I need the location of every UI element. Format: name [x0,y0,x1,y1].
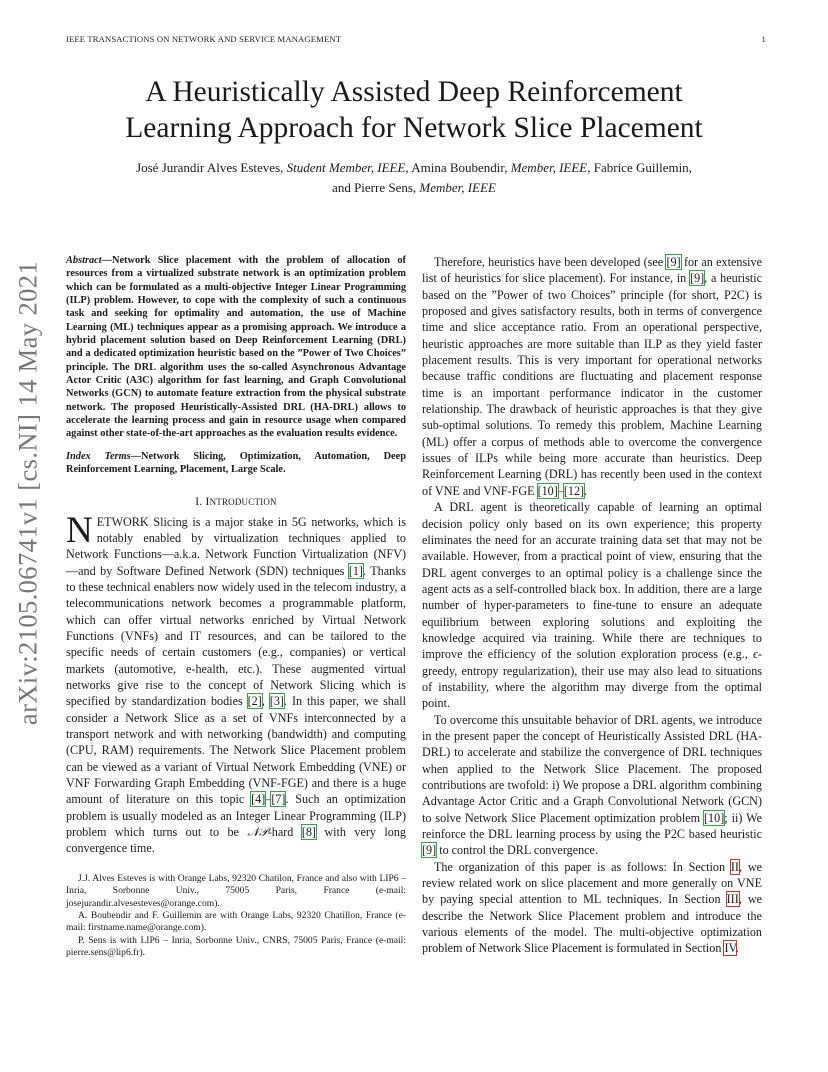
intro-text: with very long convergence time. [66,825,406,856]
paragraph-contributions [422,712,762,859]
abstract-lead: Abstract [66,255,102,266]
author-2-affiliation: Member, IEEE, [510,160,591,175]
intro-text: ETWORK Slicing is a major stake in 5G networks, which is notably enabled by virtualization techniques applied to Network Functions—a.k.a. Network Function Virtualization (NFV)—and by Software Defined Network (SDN) techniques [66,514,406,578]
paragraph-organization [422,859,762,957]
author-2: Amina Boubendir, [411,160,508,175]
title-line-2: Learning Approach for Network Slice Placement [125,112,703,144]
intro-text: . Such an optimization problem is usually modeled as an Integer Linear Programming (ILP) problem which turns out to be [66,792,406,840]
section-title: NTRODUCTION [209,496,277,507]
section-link[interactable]: IV [724,941,736,956]
abstract-text: —Network Slice placement with the problem of allocation of resources from a virtualized substrate network is an optimization problem which can be formulated as a multi-objective Integer Linear Programming (ILP) problem. However, to cope with the complexity of such a continuous task and seeking for optimality and automation, the use of Machine Learning (ML) techniques appear as a promising approach. We introduce a hybrid placement solution based on Deep Reinforcement Learning (DRL) and a dedicated optimization heuristic based on the ”Power of Two Choices” principle. The DRL algorithm uses the so-called Asynchronous Advantage Actor Critic (A3C) algorithm for fast learning, and Graph Convolutional Networks (GCN) to automate feature extraction from the physical substrate network. The proposed Heuristically-Assisted DRL (HA-DRL) allows to accelerate the learning process and gain in resource usage when compared against other state-of-the-art approaches as the evaluation results evidence. [66,255,406,440]
body-text: to control the DRL convergence. [436,843,598,858]
index-terms-text: —Network Slicing, Optimization, Automation, Deep Reinforcement Learning, Placement, Large Scale. [66,450,406,476]
arxiv-stamp [4,228,52,758]
citation-link[interactable]: [7] [271,792,286,807]
citation-link[interactable]: [10] [704,810,725,825]
body-text: . [584,483,588,498]
intro-text: – [265,792,272,807]
citation-link[interactable]: [9] [690,271,705,286]
intro-text: . In this paper, we shall consider a Network Slice as a set of VNFs interconnected by a transport network and with networking (bandwidth) and computing (CPU, RAM) requirements. The Network Slice Placement problem can be viewed as a variant of Virtual Network Embedding (VNE) or VNF Forwarding Graph Embedding (VNF-FGE) and there is a huge amount of literature on this topic [66,694,406,807]
citation-link[interactable]: [3] [269,694,284,709]
author-1: José Jurandir Alves Esteves, [136,160,284,175]
author-4-affiliation: Member, IEEE [419,180,496,195]
author-1-affiliation: Student Member, IEEE, [286,160,409,175]
body-text: Therefore, heuristics have been developed (see [434,255,667,269]
intro-text: -hard [267,825,302,840]
citation-link[interactable]: [9] [666,255,681,269]
citation-link[interactable]: [1] [348,563,363,578]
body-text: for an extensive list of heuristics for slice placement). For instance, in [422,255,762,286]
author-list [60,158,768,198]
body-text: – [557,483,564,498]
section-number: I. I [195,494,210,508]
intro-text: . Thanks to these technical enablers now widely used in the telecom industry, a telecommunications network becomes a programmable platform, which can offer virtual networks enriched by Virtual Network Functions (VNFs) and IT resources, and can be tailored to the specific needs of certain customers (e.g., companies) or vertical markets (automotive, e-health, etc.). These augmented virtual networks give rise to the concept of Network Slicing which is specified by standardization bodies [66,563,406,709]
citation-link[interactable]: [10] [537,483,558,498]
paragraph-drl-agent [422,499,762,711]
abstract [66,254,406,441]
section-heading-introduction [66,495,406,508]
body-text: -greedy, entropy regularization), their use may also lead to situations of instability, where the algorithm may diverge from the optimal point. [422,647,762,711]
footnote-3: P. Sens is with LIP6 – Inria, Sorbonne Univ., CNRS, 75005 Paris, France (e-mail: pierre.sens@lip6.fr). [66,934,406,959]
citation-link[interactable]: [4] [251,792,266,807]
author-4: and Pierre Sens, [332,180,417,195]
title-line-1: A Heuristically Assisted Deep Reinforcement [145,76,683,108]
citation-link[interactable]: [2] [247,694,262,709]
body-text: , a heuristic based on the ”Power of two Choices” principle (for short, P2C) is proposed and gives satisfactory results, both in terms of convergence time and slice acceptance ratio. From an operational perspective, heuristic approaches are more suitable than ILP as they yield faster placement results. This is very important for operational networks because traffic conditions are fluctuating and placement response time is an important performance indicator in the customer relationship. The drawback of heuristic approaches is that they give sub-optimal solutions. To remedy this problem, Machine Learning (ML) offer a corpus of methods able to overcome the convergence issues of ILPs while being more accurate than heuristics. Deep Reinforcement Learning (DRL) has recently been used in the context of VNE and VNF-FGE [422,271,762,498]
right-column [422,254,762,957]
paragraph-heuristics [422,254,762,499]
footnotes [66,873,406,960]
page-number: 1 [761,34,766,44]
section-link[interactable]: II [730,859,739,874]
footnote-2: A. Boubendir and F. Guillemin are with Orange Labs, 92320 Chatillon, France (e-mail: firstname.name@orange.com). [66,909,406,934]
intro-text: , [261,694,270,709]
drop-cap: N [66,509,93,551]
body-text: ; ii) We reinforce the DRL learning process by using the P2C based heuristic [422,810,763,842]
paper-title [40,74,788,146]
body-text: . [735,941,739,956]
body-text: A DRL agent is theoretically capable of learning an optimal decision policy only based on its own experience; this property eliminates the need for an accurate training data set that may not be available. However, from a practical point of view, ensuring that the DRL agent converges to an optimal policy is a challenge since the agent acts as a self-controlled black box. In addition, there are a large number of hyper-parameters to fine-tune to ensure an adequate equilibrium between exploring solutions and exploiting the knowledge acquired via training. While there are techniques to improve the efficiency of the solution exploration process (e.g., [422,500,762,662]
np-symbol: 𝒩𝒫 [247,825,268,840]
epsilon-symbol: ϵ [753,647,758,662]
author-3: Fabrice Guillemin, [593,160,692,175]
footnote-1: J.J. Alves Esteves is with Orange Labs, 92320 Chatilon, France and also with LIP6 – Inria, Sorbonne Univ., 75005 Paris, France (e-mail: josejurandir.alvesesteves@orange.com). [66,872,406,909]
body-text: , we review related work on slice placement and more generally on VNE by paying special attention to ML techniques. In Section [422,859,762,907]
left-column [66,254,406,960]
section-link[interactable]: III [726,892,739,907]
citation-link[interactable]: [12] [563,483,585,498]
citation-link[interactable]: [8] [301,825,316,840]
body-text: , we describe the Network Slice Placement problem and introduce the various elements of the model. The multi-objective optimization problem of Network Slice Placement is formulated in Section [422,892,763,956]
index-terms [66,450,406,477]
citation-link[interactable]: [9] [422,843,437,858]
body-text: The organization of this paper is as follows: In Section [434,859,731,874]
index-terms-lead: Index Terms [66,450,131,462]
running-header [66,34,766,44]
body-text: To overcome this unsuitable behavior of DRL agents, we introduce in the present paper the concept of Heuristically Assisted DRL (HA-DRL) to accelerate and stabilize the convergence of DRL techniques when applied to the Network Slice Placement. The proposed contributions are twofold: i) We propose a DRL algorithm combining Advantage Actor Critic and a Graph Convolutional Network (GCN) to solve Network Slice Placement optimization problem [422,712,762,825]
intro-paragraph [66,509,406,857]
arxiv-id: arXiv:2105.06741v1 [cs.NI] 14 May 2021 [12,260,43,726]
journal-name: IEEE TRANSACTIONS ON NETWORK AND SERVICE MANAGEMENT [66,34,342,44]
